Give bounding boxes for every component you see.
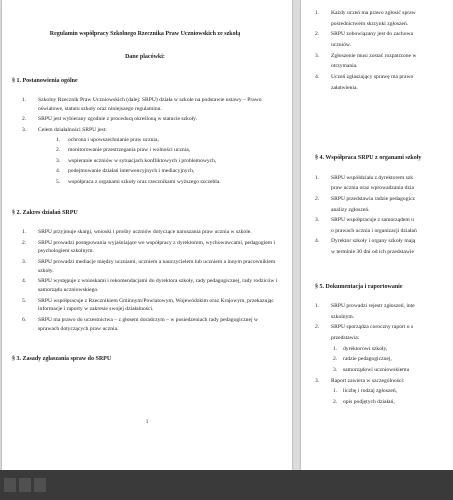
section-5-heading: § 5. Dokumentacja i raportowanie — [315, 283, 403, 290]
section-3-heading: § 3. Zasady zgłaszania spraw do SRPU — [12, 356, 112, 363]
sublist-item: 2. opis podjętych działań, — [333, 399, 395, 405]
list-item: 2. SRPU sporządza coroczny raport o s — [315, 324, 414, 331]
list-item: otrzymania. — [331, 63, 358, 70]
list-item: 2. SRPU jest wybierany zgodnie z procedurą określoną w statucie szkoły. — [22, 116, 198, 123]
list-item: 4. SRPU występuje z wnioskami i rekomendacjami do dyrektora szkoły, rady pedagogicznej, rady rodziców i samorządu uczniowskiego. — [22, 278, 278, 294]
list-item: praw ucznia oraz wprowadzania dzia — [331, 185, 414, 192]
sublist-item: 3. samorządowi uczniowskiemu — [333, 367, 410, 374]
list-item: analizy zgłoszeń. — [331, 206, 370, 213]
list-item: o prawach ucznia i organizacji działań — [331, 227, 417, 234]
section-2-heading: § 2. Zakres działań SRPU — [12, 209, 78, 216]
document-title: Regulamin współpracy Szkolnego Rzecznika Praw Uczniowskich ze szkołą — [49, 31, 241, 37]
list-item: 3. Zgłoszenie musi zostać rozpatrzone w — [315, 52, 417, 59]
list-item: załatwienia. — [331, 84, 358, 91]
list-item: 4. Uczeń zgłaszający sprawę ma prawo — [315, 73, 414, 80]
section-1-heading: § 1. Postanowienia ogólne — [12, 77, 78, 84]
sublist-item: 4. podejmowanie działań interwencyjnych i mediacyjnych, — [56, 168, 195, 175]
section-5-list-cont — [315, 377, 453, 386]
list-item: w terminie 30 dni od ich przedstawie — [331, 249, 414, 256]
app-icon[interactable] — [34, 478, 46, 492]
section-2-list — [12, 228, 278, 333]
list-item: 1. Każdy uczeń ma prawo zgłosić spraw — [315, 10, 416, 16]
list-item: 5. SRPU współpracuje z Rzecznikiem Gminnym/Powiatowym, Wojewódzkim oraz Krajowym, przekazując informacje i raporty w zakresie swojej działalności. — [22, 297, 274, 313]
list-item: pośrednictwem skrzynki zgłoszeń. — [331, 20, 409, 27]
section-1-sublist — [38, 136, 278, 187]
taskbar — [0, 470, 453, 500]
sublist-item: 5. współpraca z organami szkoły oraz rzecznikami wyższego szczebla. — [56, 179, 221, 186]
list-item: 2. SRPU prowadzi postępowania wyjaśniające we współpracy z dyrektorem, wychowawcami, pedagogiem i psychologiem szkolnym. — [22, 239, 276, 255]
section-5-sublist — [315, 345, 453, 375]
document-subtitle: Dane placówki: — [125, 54, 165, 61]
sublist-item: 2. monitorowanie przestrzegania praw i wolności ucznia, — [56, 147, 191, 154]
list-item: 1. SRPU prowadzi rejestr zgłoszeń, inte — [315, 303, 415, 310]
list-item: 1. SRPU przyjmuje skargi, wnioski i prośby uczniów dotyczące naruszania praw ucznia w szkole. — [22, 229, 252, 236]
document-page-1 — [2, 0, 292, 470]
list-item: 1. Szkolny Rzecznik Praw Uczniowskich (dalej: SRPU) działa w szkole na podstawie ustawy – Prawo oświatowe, statutu szkoły oraz niniejszego regulaminu. — [22, 96, 262, 112]
list-item: 3. SRPU prowadzi mediacje między uczniami, uczniem a nauczycielem lub uczniem a innym pracownikiem szkoły. — [22, 259, 276, 274]
sublist-item: 1. ochrona i upowszechnianie praw ucznia, — [56, 136, 159, 143]
list-item: 2. SRPU przedstawia radzie pedagogicz — [315, 195, 416, 202]
section-5-sublist-2 — [315, 387, 453, 406]
list-item: 6. SRPU ma prawo do uczestnictwa – z głosem doradczym – w posiedzeniach rady pedagogicznej w sprawach dotyczących praw ucznia. — [22, 317, 258, 332]
list-item: 3. Celem działalności SRPU jest: 1. ochrona i upowszechnianie praw ucznia, 2. monitorowanie przestrzegania praw i wolności ucznia, 3. wspieranie uczniów w sytuacjach konfliktowych i problemowych, 4. podejmowanie działań interwencyjnych i mediacyjnych, 5. współpraca z organami szkoły oraz rzecznikami wyższego szczebla. — [12, 126, 278, 187]
list-item: 1. SRPU współdziała z dyrektorem szk — [315, 174, 414, 181]
section-4-list — [315, 174, 453, 257]
list-item: 4. Dyrektor szkoły i organy szkoły mają — [315, 238, 416, 245]
section-1-list — [12, 96, 278, 187]
list-item: przedstawia: — [331, 335, 360, 342]
list-item: 3. SRPU współpracuje z samorządem u — [315, 217, 414, 224]
sublist-item: 1. dyrektorowi szkoły, — [333, 345, 388, 352]
section-5-list — [315, 302, 453, 343]
sublist-item: 2. radzie pedagogicznej, — [333, 356, 392, 363]
document-page-2 — [301, 0, 453, 470]
list-item: 2. SRPU zobowiązany jest do zachowa — [315, 31, 414, 38]
list-item: szkolnym. — [331, 313, 355, 320]
app-icon[interactable] — [19, 478, 31, 492]
section-3-list — [315, 9, 453, 92]
section-4-heading: § 4. Współpraca SRPU z organami szkoły — [315, 155, 422, 162]
list-item: 3. Raport zawiera w szczególności: — [315, 377, 405, 384]
sublist-item: 1. liczbę i rodzaj zgłoszeń, — [333, 388, 398, 395]
page-number: 1 — [145, 419, 149, 425]
sublist-item: 3. wspieranie uczniów w sytuacjach konfliktowych i problemowych, — [56, 157, 217, 164]
app-icon[interactable] — [4, 478, 16, 492]
list-item: uczniów. — [331, 41, 351, 48]
